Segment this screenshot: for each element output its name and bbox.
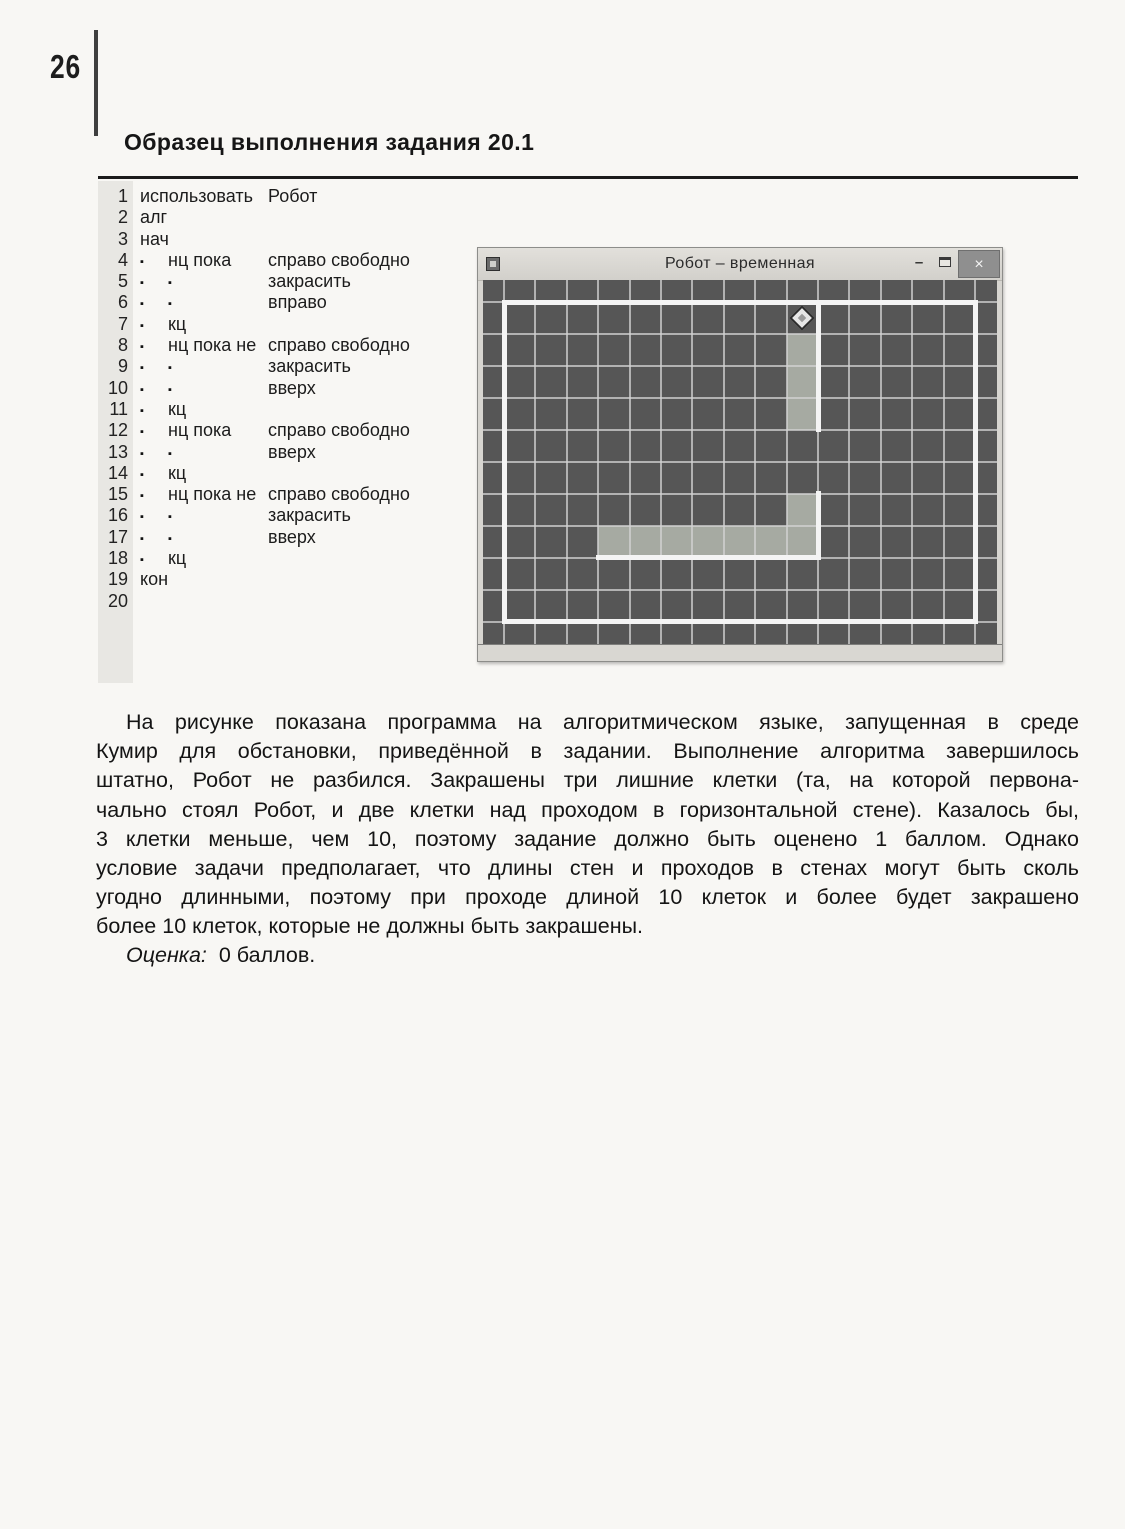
loop-level-bullet-icon: ▪ (140, 532, 144, 545)
code-line-number: 15 (107, 484, 128, 505)
code-structure-cell (140, 420, 231, 443)
code-keyword: кц (168, 462, 187, 483)
loop-level-bullet-icon: ▪ (140, 490, 144, 503)
loop-level-bullet-icon: ▪ (140, 341, 144, 354)
code-line (98, 399, 478, 420)
code-structure-cell (140, 314, 186, 337)
loop-level-bullet-icon: ▪ (140, 468, 144, 481)
section-heading: Образец выполнения задания 20.1 (124, 129, 535, 155)
code-line (98, 356, 478, 377)
heading-rule (98, 176, 1078, 179)
code-line-number: 20 (107, 590, 128, 611)
code-argument: вверх (268, 377, 316, 398)
robot-marker-core (798, 314, 806, 322)
close-button[interactable]: × (958, 250, 1000, 278)
loop-level-bullet-icon: ▪ (140, 404, 144, 417)
code-structure-cell (140, 186, 253, 207)
minimize-button[interactable]: – (914, 254, 924, 271)
code-argument: вправо (268, 292, 327, 313)
code-line (98, 207, 478, 228)
code-line-number: 16 (107, 505, 128, 526)
code-structure-cell (140, 527, 196, 550)
code-structure-cell (140, 378, 196, 401)
code-line (98, 271, 478, 292)
code-keyword: кц (168, 313, 187, 334)
kumir-code-listing (98, 186, 478, 612)
maximize-icon (939, 257, 951, 267)
loop-level-bullet-icon: ▪ (140, 277, 144, 290)
code-argument: закрасить (268, 271, 351, 292)
code-line (98, 484, 478, 505)
grade-line (96, 941, 1079, 970)
commentary-paragraph (96, 708, 1079, 942)
loop-level-bullet-icon: ▪ (140, 319, 144, 332)
loop-level-bullet-icon: ▪ (140, 511, 144, 524)
code-structure-cell (140, 292, 196, 315)
paragraph-line: Кумир для обстановки, приведённой в задании. Выполнение алгоритма завершилось (96, 739, 1079, 764)
wall-segment-vertical (816, 491, 821, 560)
code-line (98, 548, 478, 569)
loop-level-bullet-icon: ▪ (168, 277, 172, 290)
wall-segment-horizontal (596, 555, 821, 560)
code-line-number: 11 (109, 398, 128, 419)
code-argument: справо свободно (268, 335, 410, 356)
code-structure-cell (140, 229, 169, 250)
field-frame (483, 280, 997, 644)
margin-rule (94, 30, 98, 136)
code-keyword: нач (140, 228, 169, 249)
code-structure-cell (140, 399, 186, 422)
code-line (98, 229, 478, 250)
loop-level-bullet-icon: ▪ (168, 298, 172, 311)
code-keyword: нц пока не (168, 484, 257, 505)
grade-label: Оценка: (126, 943, 207, 967)
maximize-button[interactable] (932, 252, 958, 276)
code-structure-cell (140, 271, 196, 294)
robot-window (477, 247, 1003, 662)
code-line (98, 591, 478, 612)
code-line-number: 17 (107, 526, 128, 547)
code-keyword: нц пока (168, 249, 232, 270)
code-line-number: 2 (117, 207, 128, 228)
paragraph-line: угодно длинными, поэтому при проходе длиной 10 клеток и более будет закрашено (96, 885, 1079, 910)
loop-level-bullet-icon: ▪ (140, 426, 144, 439)
wall-segment-vertical (816, 300, 821, 433)
code-structure-cell (140, 335, 256, 358)
code-argument: закрасить (268, 505, 351, 526)
code-line-number: 12 (107, 420, 128, 441)
grade-block (96, 941, 1079, 970)
code-argument: справо свободно (268, 420, 410, 441)
loop-level-bullet-icon: ▪ (168, 447, 172, 460)
code-line (98, 442, 478, 463)
code-line (98, 420, 478, 441)
outer-wall (502, 300, 978, 625)
code-line (98, 292, 478, 313)
paragraph-line: условие задачи предполагает, что длины стен и проходов в стенах могут быть сколь (96, 856, 1079, 881)
code-line (98, 335, 478, 356)
code-structure-cell (140, 548, 186, 571)
code-keyword: кц (168, 398, 187, 419)
loop-level-bullet-icon: ▪ (140, 554, 144, 567)
code-line-number: 13 (107, 441, 128, 462)
code-argument: справо свободно (268, 484, 410, 505)
loop-level-bullet-icon: ▪ (168, 511, 172, 524)
code-line-number: 5 (117, 271, 128, 292)
code-argument: закрасить (268, 356, 351, 377)
paragraph-line: более 10 клеток, которые не должны быть закрашены. (96, 914, 644, 939)
code-line-number: 4 (117, 249, 128, 270)
code-keyword: использовать (140, 186, 253, 206)
code-keyword: кц (168, 548, 187, 569)
code-line (98, 250, 478, 271)
loop-level-bullet-icon: ▪ (168, 383, 172, 396)
window-controls (906, 248, 1000, 280)
window-titlebar[interactable] (478, 248, 1002, 281)
code-line-number: 6 (117, 292, 128, 313)
code-line (98, 527, 478, 548)
code-line (98, 378, 478, 399)
code-argument: Робот (268, 186, 318, 206)
code-structure-cell (140, 569, 168, 590)
robot-field (483, 280, 997, 644)
code-line-number: 3 (117, 228, 128, 249)
paragraph-line: штатно, Робот не разбился. Закрашены три лишние клетки (та, на которой первона- (96, 768, 1079, 793)
code-line (98, 505, 478, 526)
code-line-number: 10 (107, 377, 128, 398)
code-keyword: кон (140, 569, 169, 590)
code-line-number: 18 (107, 548, 128, 569)
loop-level-bullet-icon: ▪ (140, 362, 144, 375)
code-argument: справо свободно (268, 249, 410, 270)
paragraph-line: чально стоял Робот, и две клетки над проходом в горизонтальной стене). Казалось бы, (96, 797, 1079, 822)
code-line-number: 1 (117, 186, 128, 206)
code-line-number: 9 (117, 356, 128, 377)
code-keyword: нц пока не (168, 335, 257, 356)
loop-level-bullet-icon: ▪ (168, 532, 172, 545)
code-structure-cell (140, 505, 196, 528)
code-line (98, 314, 478, 335)
loop-level-bullet-icon: ▪ (140, 255, 144, 268)
paragraph-line: На рисунке показана программа на алгоритмическом языке, запущенная в среде (126, 710, 1079, 734)
code-argument: вверх (268, 441, 316, 462)
code-structure-cell (140, 442, 196, 465)
grade-value-text: 0 баллов. (218, 943, 316, 967)
code-structure-cell (140, 484, 256, 507)
paragraph-line: 3 клетки меньше, чем 10, поэтому задание должно быть оценено 1 баллом. Однако (96, 826, 1079, 851)
window-bottom-strip (478, 644, 1002, 661)
loop-level-bullet-icon: ▪ (140, 383, 144, 396)
code-line (98, 463, 478, 484)
window-title: Робот – временная (665, 255, 815, 272)
code-line-number: 14 (107, 462, 128, 483)
code-structure-cell (140, 356, 196, 379)
code-line-number: 8 (117, 335, 128, 356)
loop-level-bullet-icon: ▪ (140, 298, 144, 311)
code-keyword: нц пока (168, 420, 232, 441)
code-line (98, 569, 478, 590)
code-structure-cell (140, 250, 231, 273)
code-keyword: алг (140, 207, 168, 228)
loop-level-bullet-icon: ▪ (168, 362, 172, 375)
code-structure-cell (140, 207, 167, 228)
page-number: 26 (50, 48, 81, 85)
code-argument: вверх (268, 526, 316, 547)
code-line-number: 19 (107, 569, 128, 590)
loop-level-bullet-icon: ▪ (140, 447, 144, 460)
code-line (98, 186, 478, 207)
code-structure-cell (140, 463, 186, 486)
code-line-number: 7 (117, 313, 128, 334)
